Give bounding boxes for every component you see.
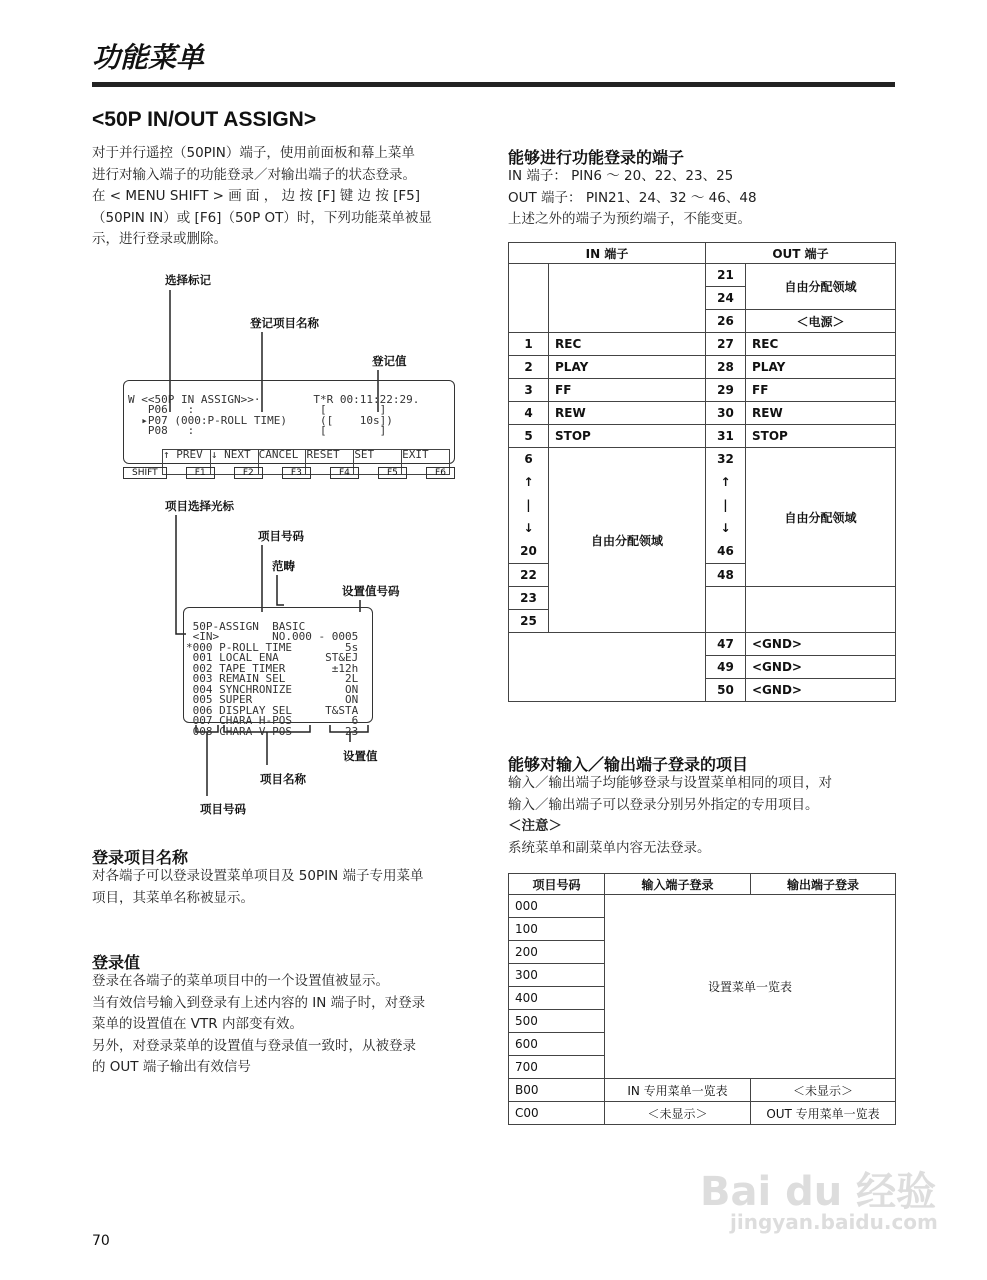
cell: REW [746, 402, 896, 425]
line: 对于并行遥控（50PIN）端子，使用前面板和幕上菜单 [92, 145, 415, 161]
cell: REW [549, 402, 706, 425]
v: ↑ [720, 475, 731, 489]
line: 登录在各端子的菜单项目中的一个设置值被显示。 [92, 973, 389, 989]
cell: OUT 专用菜单一览表 [751, 1102, 896, 1125]
line: 项目，其菜单名称被显示。 [92, 889, 254, 906]
terminals-title: 能够进行功能登录的端子 [508, 148, 685, 167]
line: （50PIN IN）或 [F6]（50P OT）时，下列功能菜单被显 [92, 209, 432, 226]
in-range [509, 448, 549, 564]
label-item-name-2: 项目名称 [260, 772, 306, 786]
lcd-line: 006 DISPLAY SEL T&STA [186, 703, 359, 717]
cell: <GND> [746, 633, 896, 656]
cell: B00 [509, 1079, 605, 1102]
lcd-line: 007 CHARA H-POS 6 [186, 714, 359, 727]
lcd-line: 50P-ASSIGN BASIC [186, 619, 306, 633]
line: 示，进行登录或删除。 [92, 231, 227, 247]
cell: PLAY [746, 356, 896, 379]
note: 系统菜单和副菜单内容无法登录。 [508, 839, 711, 856]
cell: 500 [509, 1010, 605, 1033]
lcd-line: 001 LOCAL ENA ST&EJ [186, 651, 359, 664]
cell: 23 [509, 587, 549, 610]
cell: 000 [509, 895, 605, 918]
key-f3[interactable]: F3 [282, 467, 311, 479]
cell: 27 [706, 333, 746, 356]
header: 输入端子登录 [605, 874, 751, 895]
page-number: 70 [92, 1233, 110, 1249]
header-in: IN 端子 [509, 243, 706, 264]
v: ↓ [720, 521, 731, 535]
cell: 24 [706, 287, 746, 310]
cell: 300 [509, 964, 605, 987]
cell: FF [746, 379, 896, 402]
line: OUT 端子： PIN21、24、32 ～ 46、48 [508, 189, 757, 206]
cell: 设置菜单一览表 [605, 895, 896, 1079]
v: | [526, 498, 531, 512]
lcd-line: W <<50P IN ASSIGN>>· T*R 00:11:22:29. [128, 392, 420, 406]
cell: STOP [746, 425, 896, 448]
cell: 48 [706, 564, 746, 587]
cell: 26 [706, 310, 746, 333]
cell: IN 专用菜单一览表 [605, 1079, 751, 1102]
reg-value-text [92, 971, 425, 1079]
key-f4[interactable]: F4 [330, 467, 359, 479]
cell: 400 [509, 987, 605, 1010]
v: ↑ [523, 475, 534, 489]
reg-value-title: 登录值 [92, 953, 141, 972]
line: 输入／输出端子均能够登录与设置菜单相同的项目，对 [508, 775, 832, 791]
line: 另外，对登录菜单的设置值与登录值一致时，从被登录 [92, 1037, 416, 1054]
v: 32 [717, 452, 734, 466]
cell: 31 [706, 425, 746, 448]
cell: FF [549, 379, 706, 402]
cell: 自由分配领域 [746, 264, 896, 310]
page-title: 功能菜单 [92, 41, 205, 74]
cell: 29 [706, 379, 746, 402]
items-title: 能够对输入／输出端子登录的项目 [508, 755, 749, 774]
watermark-logo: Bai du 经验 [700, 1169, 937, 1215]
cell: 21 [706, 264, 746, 287]
section-title: <50P IN/OUT ASSIGN> [92, 108, 317, 131]
header: 输出端子登录 [751, 874, 896, 895]
cell: 50 [706, 679, 746, 702]
table-row [509, 379, 896, 402]
cell: 1 [509, 333, 549, 356]
table-row [509, 425, 896, 448]
cell: REC [746, 333, 896, 356]
cell: 600 [509, 1033, 605, 1056]
lcd-screen-menu [183, 607, 373, 738]
cell: 28 [706, 356, 746, 379]
label-value-no: 设置值号码 [342, 584, 400, 598]
lcd-line: ▸P07 (000:P-ROLL TIME) ([ 10s]) [128, 413, 393, 427]
key-f1[interactable]: F1 [186, 467, 215, 479]
lcd-line: P06 : [ ] [128, 403, 387, 416]
cell: 5 [509, 425, 549, 448]
v: 46 [717, 544, 734, 558]
label-item-name: 登记项目名称 [250, 316, 319, 330]
label-select-mark: 选择标记 [165, 273, 211, 287]
header: 项目号码 [509, 874, 605, 895]
header-out: OUT 端子 [706, 243, 896, 264]
label-item-no: 项目号码 [258, 529, 304, 543]
label-setting-value: 设置值 [343, 749, 378, 763]
cell: ＜未显示＞ [751, 1079, 896, 1102]
v: | [723, 498, 728, 512]
table-row [509, 356, 896, 379]
label-cursor: 项目选择光标 [165, 499, 234, 513]
softkey-cancel[interactable]: CANCEL [259, 450, 307, 474]
line: 的 OUT 端子输出有效信号 [92, 1059, 251, 1075]
function-keys [123, 467, 455, 479]
label-category: 范畴 [272, 559, 295, 573]
reg-name-text [92, 866, 423, 909]
table-row [509, 333, 896, 356]
lcd-line: 008 CHARA V-POS 23 [186, 724, 359, 738]
lcd-line: P08 : [ ] [128, 424, 387, 437]
cell: C00 [509, 1102, 605, 1125]
items-table [508, 873, 896, 1125]
cell: 200 [509, 941, 605, 964]
softkey-reset[interactable]: RESET [306, 450, 354, 474]
terminals-text [508, 166, 757, 231]
table-row [509, 402, 896, 425]
cell: 700 [509, 1056, 605, 1079]
key-f2[interactable]: F2 [234, 467, 263, 479]
items-text [508, 773, 832, 859]
cell: ＜电源＞ [746, 310, 896, 333]
cell: 自由分配领域 [549, 448, 706, 633]
lcd-line: 005 SUPER ON [186, 693, 359, 706]
lcd-screen-assign [123, 380, 455, 464]
cell: 100 [509, 918, 605, 941]
softkey-exit[interactable]: EXIT [402, 448, 429, 461]
line: 进行对输入端子的功能登录／对输出端子的状态登录。 [92, 166, 416, 183]
terminal-table [508, 242, 896, 702]
cell: 25 [509, 610, 549, 633]
line: IN 端子： PIN6 ～ 20、22、23、25 [508, 168, 734, 184]
cell: 4 [509, 402, 549, 425]
v: 6 [524, 452, 533, 466]
softkey-prev[interactable]: ↑ PREV [163, 450, 211, 474]
lcd-line: *000 P-ROLL TIME 5s [186, 640, 359, 654]
cell: 自由分配领域 [746, 448, 896, 587]
out-range [706, 448, 746, 564]
cell: PLAY [549, 356, 706, 379]
key-shift[interactable]: SHIFT [123, 467, 167, 479]
lcd-line: 003 REMAIN SEL 2L [186, 672, 359, 685]
label-item-no-2: 项目号码 [200, 802, 246, 816]
cell: STOP [549, 425, 706, 448]
cell: <GND> [746, 656, 896, 679]
cell: 2 [509, 356, 549, 379]
softkey-next[interactable]: ↓ NEXT [211, 450, 259, 474]
watermark-url: jingyan.baidu.com [730, 1210, 938, 1234]
line: 在 < MENU SHIFT > 画 面 ， 边 按 [F] 键 边 按 [F5] [92, 188, 421, 204]
cell: <GND> [746, 679, 896, 702]
lcd-line: <IN> NO.000 - 0005 [186, 630, 359, 643]
cell: REC [549, 333, 706, 356]
lcd-line: 002 TAPE TIMER ±12h [186, 661, 359, 675]
cell: 30 [706, 402, 746, 425]
softkey-set[interactable]: SET [354, 450, 402, 474]
line: 上述之外的端子为预约端子，不能变更。 [508, 211, 751, 227]
line: 当有效信号输入到登录有上述内容的 IN 端子时，对登录 [92, 994, 426, 1011]
cell: 49 [706, 656, 746, 679]
v: 20 [520, 544, 537, 558]
note-title: ＜注意＞ [508, 818, 562, 834]
v: ↓ [523, 521, 534, 535]
key-f5[interactable]: F5 [378, 467, 407, 479]
lcd-line: 004 SYNCHRONIZE ON [186, 682, 359, 696]
key-f6[interactable]: F6 [426, 467, 455, 479]
reg-name-title: 登录项目名称 [92, 848, 189, 867]
line: 输入／输出端子可以登录分别另外指定的专用项目。 [508, 796, 819, 813]
cell: ＜未显示＞ [605, 1102, 751, 1125]
cell: 3 [509, 379, 549, 402]
line: 菜单的设置值在 VTR 内部变有效。 [92, 1016, 303, 1032]
cell: 47 [706, 633, 746, 656]
line: 对各端子可以登录设置菜单项目及 50PIN 端子专用菜单 [92, 868, 424, 884]
label-value: 登记值 [372, 354, 407, 368]
cell: 22 [509, 564, 549, 587]
